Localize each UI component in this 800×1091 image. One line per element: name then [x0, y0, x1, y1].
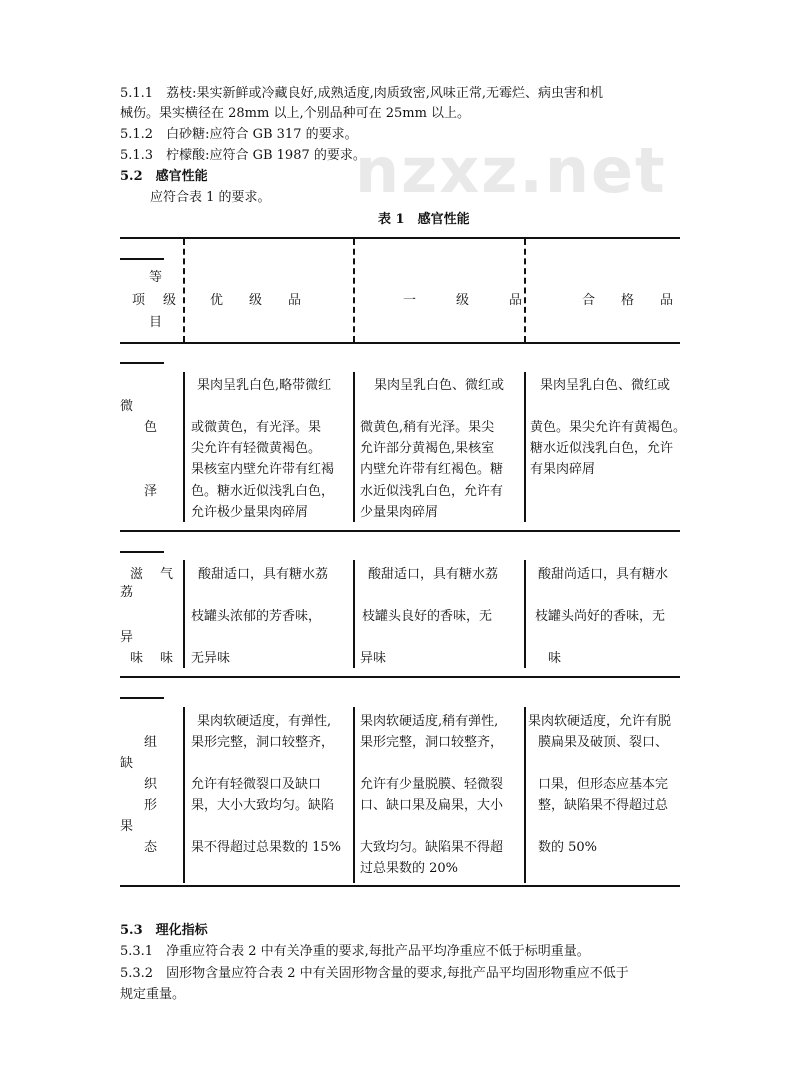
cell-color-first: 微黄色,稍有光泽。果尖: [360, 420, 495, 435]
row-flavor-label: 味: [160, 651, 174, 666]
cell-color-premium: 尖允许有轻微黄褐色。: [191, 441, 322, 456]
cell-color-premium: 果核室内壁允许带有红褐: [191, 462, 335, 477]
header-corner-grade: 级: [163, 293, 177, 308]
row-texture-label: 形: [144, 798, 158, 813]
col-divider: [353, 372, 355, 522]
col-divider: [353, 239, 355, 342]
col-divider: [183, 372, 185, 522]
col-divider: [183, 560, 185, 668]
cell-texture-premium: 果，大小大致均匀。缺陷: [191, 798, 335, 813]
cell-texture-qualified: 数的 50%: [538, 840, 598, 855]
cell-texture-qualified: 膜扁果及破顶、裂口、: [538, 735, 669, 750]
row-texture-label: 果: [120, 819, 134, 834]
col-divider: [183, 707, 185, 883]
cell-texture-premium: 果肉软硬适度，有弹性,: [197, 714, 332, 729]
row-texture-label: 缺: [120, 756, 134, 771]
header-bottom-rule: [120, 342, 680, 344]
cell-texture-qualified: 果肉软硬适度，允许有脱: [528, 714, 672, 729]
col-divider: [524, 707, 526, 883]
section-5-2-heading: 5.2 感官性能: [120, 169, 208, 184]
col-divider: [353, 560, 355, 668]
cell-texture-first: 果肉软硬适度,稍有弹性,: [360, 714, 499, 729]
cell-color-first: 允许部分黄褐色,果核室: [360, 441, 495, 456]
cell-color-qualified: 有果肉碎屑: [530, 462, 596, 477]
cell-texture-first: 过总果数的 20%: [360, 861, 459, 876]
cell-color-premium: 或微黄色，有光泽。果: [191, 420, 322, 435]
cell-flavor-qualified: 酸甜尚适口，具有糖水: [538, 567, 669, 582]
header-corner-bottom: 目: [149, 315, 163, 330]
watermark: nzxz.net: [355, 134, 667, 207]
row-texture-label: 织: [144, 777, 158, 792]
row-color-label: 泽: [144, 484, 158, 499]
row-flavor-label: 异: [120, 630, 134, 645]
row-stub-rule: [120, 258, 164, 260]
cell-color-first: 内壁允许带有红褐色。糖: [360, 462, 504, 477]
row-texture-label: 态: [144, 840, 158, 855]
header-col-premium: 优级品: [210, 293, 328, 308]
cell-flavor-premium: 酸甜适口，具有糖水荔: [198, 567, 329, 582]
cell-texture-first: 允许有少量脱膜、轻微裂: [360, 777, 504, 792]
cell-flavor-first: 酸甜适口，具有糖水荔: [368, 567, 499, 582]
cell-flavor-first: 枝罐头良好的香味，无: [362, 609, 493, 624]
row-flavor-label: 味: [130, 651, 144, 666]
cell-flavor-first: 异味: [360, 651, 387, 666]
header-corner-item: 项: [132, 293, 146, 308]
cell-texture-first: 大致均匀。缺陷果不得超: [360, 840, 504, 855]
col-divider: [524, 239, 526, 342]
cell-texture-premium: 果不得超过总果数的 15%: [191, 840, 342, 855]
cell-texture-qualified: 整，缺陷果不得超过总: [538, 798, 669, 813]
para-5-3-2-line2: 规定重量。: [120, 987, 186, 1002]
row-flavor-label: 滋: [130, 567, 144, 582]
table-bottom-rule: [120, 885, 680, 887]
cell-texture-premium: 果形完整，洞口较整齐，: [191, 735, 335, 750]
row-texture-label: 组: [144, 735, 158, 750]
col-divider: [524, 560, 526, 668]
cell-flavor-qualified: 味: [548, 651, 562, 666]
header-col-qualified: 合格品: [582, 293, 700, 308]
cell-color-first: 少量果肉碎屑: [360, 505, 439, 520]
section-5-3-heading: 5.3 理化指标: [120, 923, 208, 938]
cell-flavor-premium: 枝罐头浓郁的芳香味，: [191, 609, 322, 624]
table-1-title: 表 1 感官性能: [378, 212, 470, 227]
col-divider: [524, 372, 526, 522]
cell-texture-first: 果形完整，洞口较整齐，: [360, 735, 504, 750]
row-rule: [120, 530, 680, 532]
col-divider: [353, 707, 355, 883]
cell-color-qualified: 糖水近似浅乳白色，允许: [530, 441, 674, 456]
cell-color-premium: 允许极少量果肉碎屑: [191, 505, 309, 520]
cell-color-premium: 果肉呈乳白色,略带微红: [197, 378, 332, 393]
cell-color-first: 水近似浅乳白色，允许有: [360, 484, 504, 499]
header-corner-top: 等: [149, 270, 163, 285]
cell-flavor-qualified: 枝罐头尚好的香味，无: [535, 609, 666, 624]
para-5-3-2-line1: 5.3.2 固形物含量应符合表 2 中有关固形物含量的要求,每批产品平均固形物重应不低于: [120, 966, 629, 981]
row-rule: [120, 676, 680, 678]
row-color-label: 微: [120, 399, 134, 414]
para-5-2-text: 应符合表 1 的要求。: [150, 190, 271, 205]
row-stub-rule: [120, 362, 164, 364]
cell-texture-qualified: 口果，但形态应基本完: [538, 777, 669, 792]
row-stub-rule: [120, 551, 164, 553]
cell-texture-premium: 允许有轻微裂口及缺口: [191, 777, 322, 792]
row-color-label: 色: [144, 420, 158, 435]
cell-color-premium: 色。糖水近似浅乳白色，: [191, 484, 335, 499]
header-col-first-grade: 一级品: [403, 293, 563, 308]
cell-color-qualified: 黄色。果尖允许有黄褐色。: [530, 420, 687, 435]
para-5-1-1-line2: 械伤。果实横径在 28mm 以上,个别品种可在 25mm 以上。: [120, 106, 471, 121]
cell-color-qualified: 果肉呈乳白色、微红或: [540, 378, 671, 393]
cell-color-first: 果肉呈乳白色、微红或: [374, 378, 505, 393]
row-stub-rule: [120, 697, 164, 699]
para-5-1-1-line1: 5.1.1 荔枝:果实新鲜或冷藏良好,成熟适度,肉质致密,风味正常,无霉烂、病虫害和机: [120, 86, 603, 101]
para-5-3-1: 5.3.1 净重应符合表 2 中有关净重的要求,每批产品平均净重应不低于标明重量。: [120, 944, 590, 959]
row-flavor-label: 气: [160, 567, 174, 582]
para-5-1-2: 5.1.2 白砂糖:应符合 GB 317 的要求。: [120, 127, 358, 142]
cell-texture-first: 口、缺口果及扁果，大小: [360, 798, 504, 813]
table-top-rule: [120, 237, 680, 239]
cell-flavor-premium: 无异味: [191, 651, 231, 666]
col-divider: [183, 239, 185, 342]
row-flavor-label: 荔: [120, 585, 134, 600]
para-5-1-3: 5.1.3 柠檬酸:应符合 GB 1987 的要求。: [120, 148, 366, 163]
